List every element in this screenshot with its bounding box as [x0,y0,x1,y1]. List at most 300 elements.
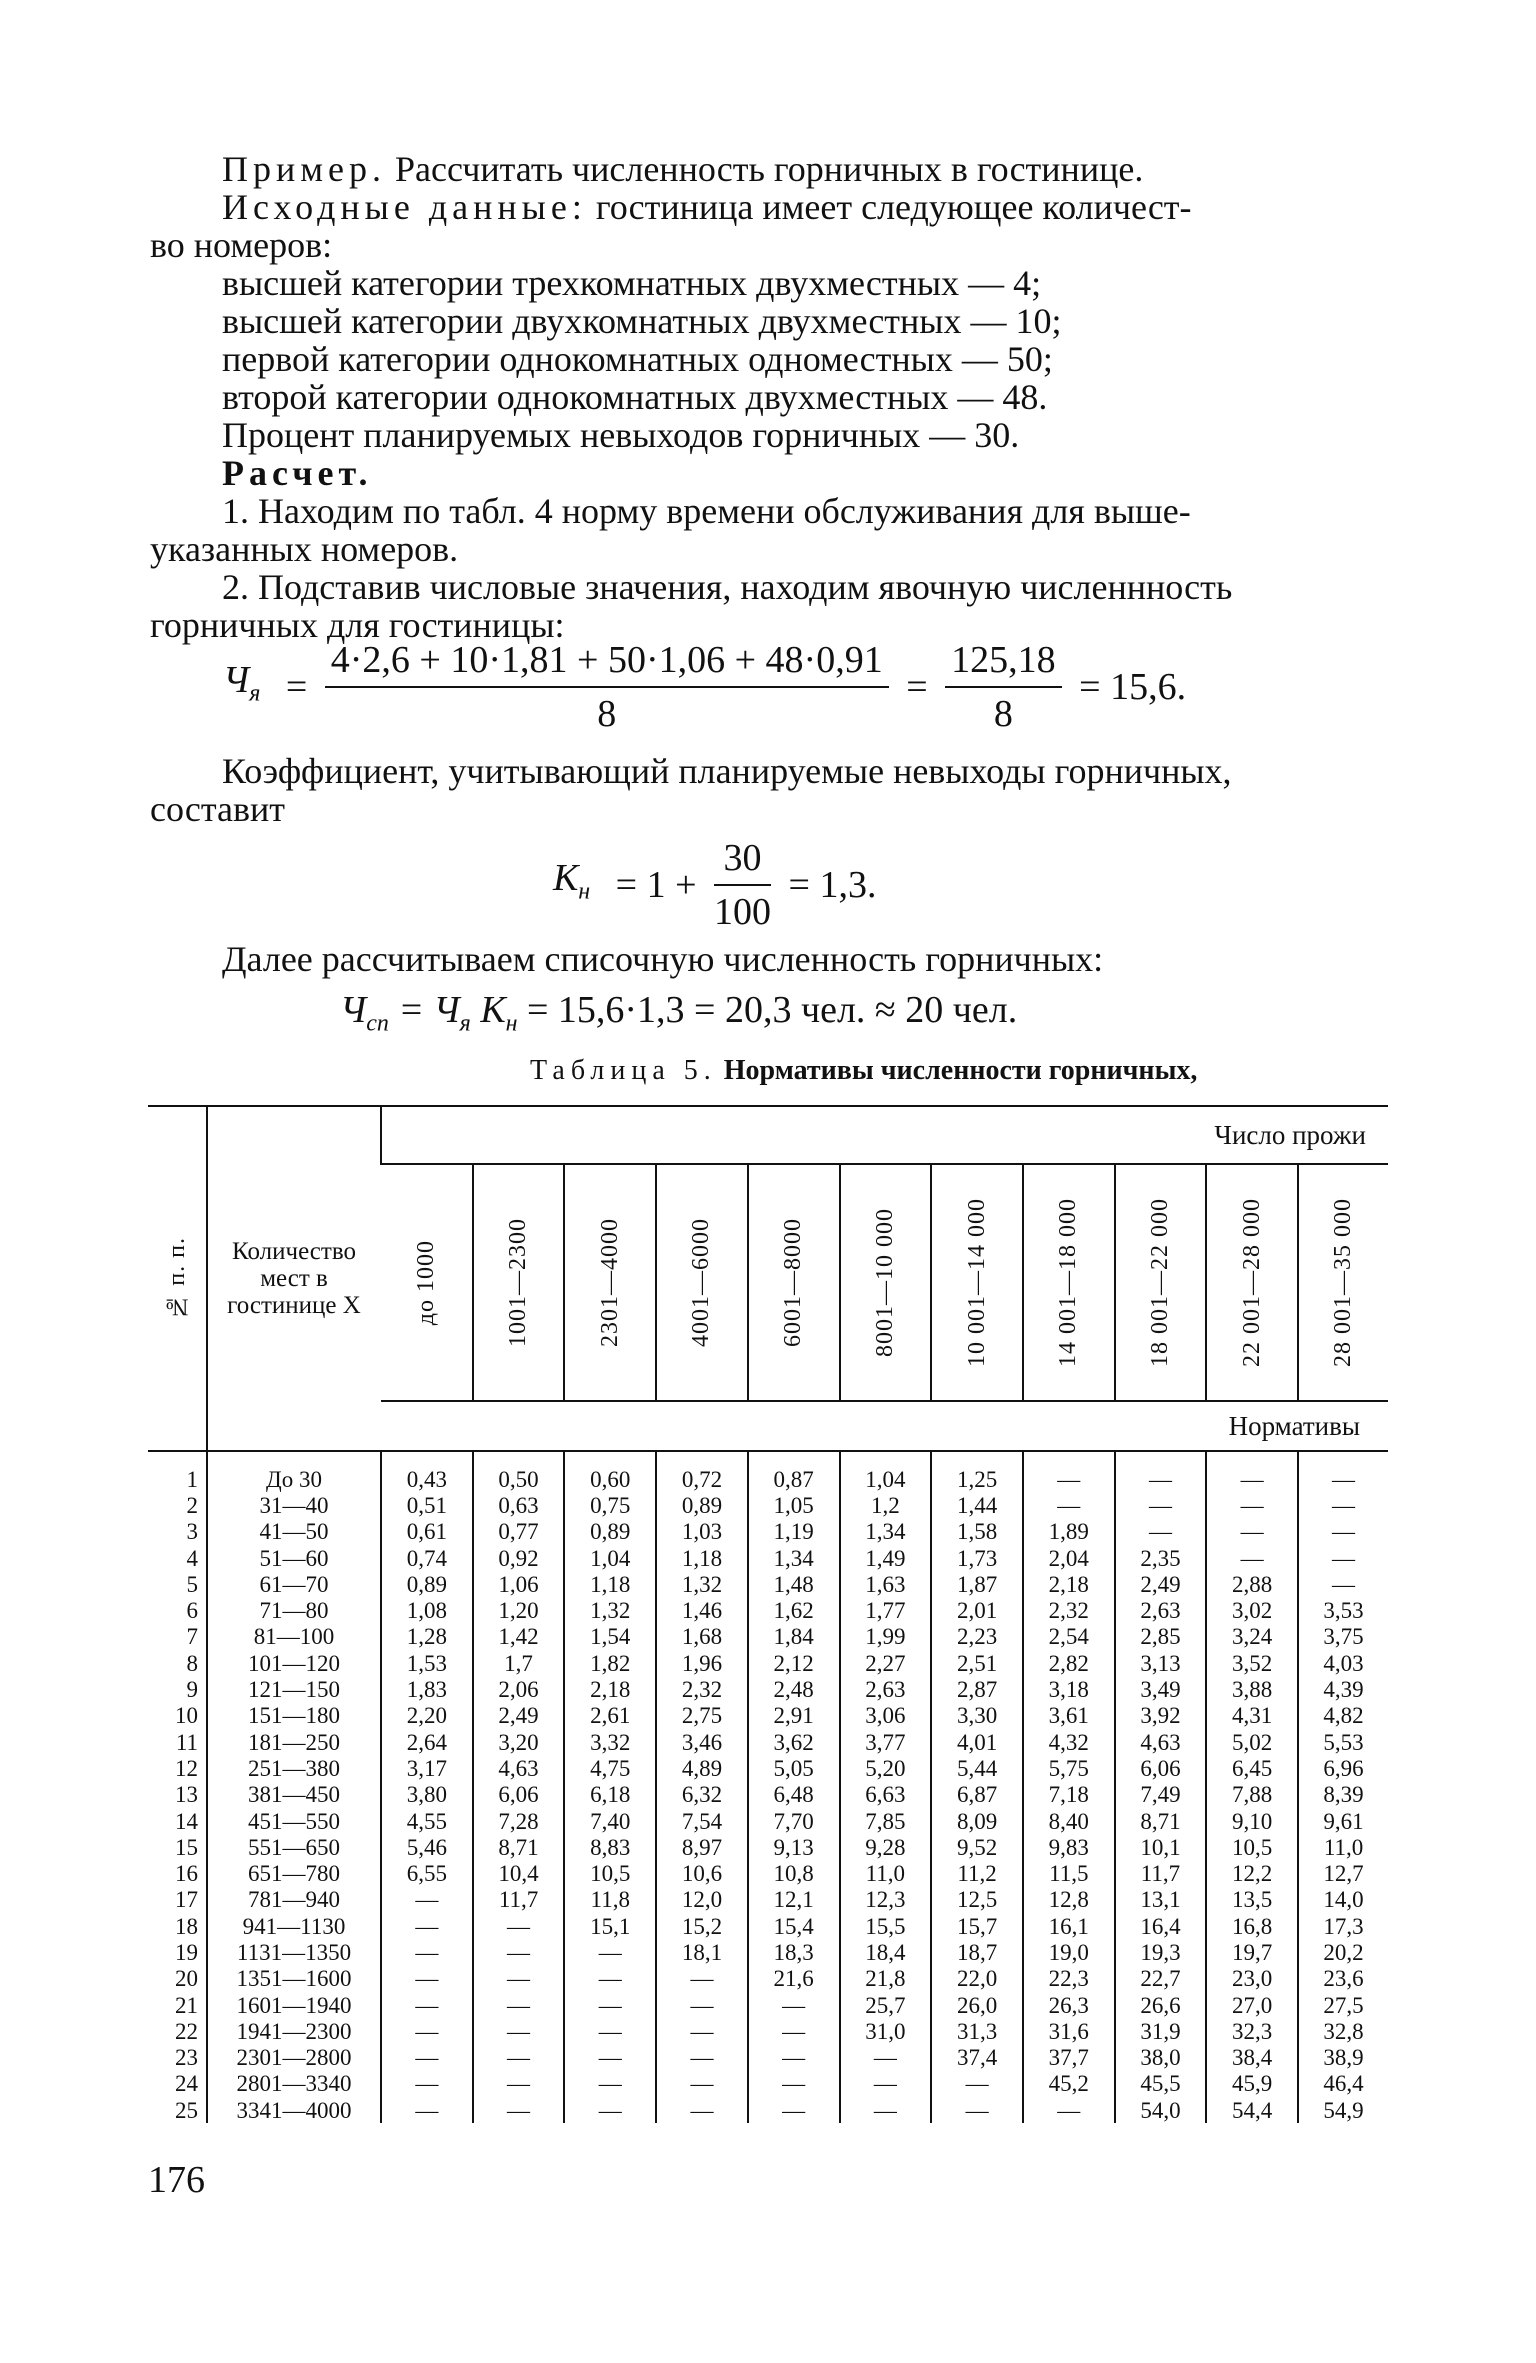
norm-value-cell: 6,06 [473,1782,565,1808]
table-caption [530,1054,1197,1088]
norm-value-cell: 46,4 [1298,2071,1388,2097]
norm-value-cell: 27,0 [1206,1992,1298,2018]
table-row [148,1782,1388,1808]
header-band-top: Число прожи [381,1106,1388,1164]
norm-value-cell: 2,87 [931,1676,1023,1702]
norm-value-cell: — [1115,1451,1207,1492]
norm-value-cell: 1,87 [931,1571,1023,1597]
formula1-result: = 15,6. [1079,666,1187,708]
norm-value-cell: — [931,2071,1023,2097]
norm-value-cell: 3,75 [1298,1624,1388,1650]
coefficient-line2: составит [150,789,285,829]
norm-value-cell: 0,72 [656,1451,748,1492]
norm-value-cell: — [564,2018,656,2044]
norm-value-cell: 31,0 [840,2018,932,2044]
norm-value-cell: 7,18 [1023,1782,1115,1808]
norm-value-cell: 1,06 [473,1571,565,1597]
quantity-cell: 101—120 [207,1650,381,1676]
norm-value-cell: 8,39 [1298,1782,1388,1808]
norm-value-cell: 2,85 [1115,1624,1207,1650]
norm-value-cell: 2,48 [748,1676,840,1702]
norm-value-cell: — [473,2097,565,2123]
norm-value-cell: 8,71 [1115,1808,1207,1834]
norm-value-cell: 18,4 [840,1939,932,1965]
norm-value-cell: — [1298,1451,1388,1492]
norm-value-cell: 22,7 [1115,1966,1207,1992]
norm-value-cell: 0,77 [473,1519,565,1545]
norm-value-cell: — [564,1966,656,1992]
norm-value-cell: 21,8 [840,1966,932,1992]
header-band-bottom: Нормативы [381,1401,1388,1451]
norm-value-cell: 3,77 [840,1729,932,1755]
norm-value-cell: 1,32 [564,1597,656,1623]
norm-value-cell: 23,0 [1206,1966,1298,1992]
norm-value-cell: 2,06 [473,1676,565,1702]
norm-value-cell: 10,1 [1115,1834,1207,1860]
norm-value-cell: 8,83 [564,1834,656,1860]
formula1-equals-2: = [906,666,928,708]
row-number-cell: 5 [186,1571,198,1597]
norm-value-cell: 17,3 [1298,1913,1388,1939]
norm-value-cell: 3,30 [931,1703,1023,1729]
norm-value-cell: 10,8 [748,1860,840,1886]
norm-value-cell: 32,3 [1206,2018,1298,2044]
norm-value-cell: — [1206,1519,1298,1545]
norm-value-cell: 2,18 [1023,1571,1115,1597]
quantity-cell: 41—50 [207,1519,381,1545]
step2-line1: 2. Подставив числовые значения, находим явочную численнность [222,567,1233,607]
norm-value-cell: 2,32 [1023,1597,1115,1623]
norm-value-cell: 12,5 [931,1887,1023,1913]
norm-value-cell: 2,27 [840,1650,932,1676]
row-number-cell: 6 [186,1598,198,1624]
norm-value-cell: 1,89 [1023,1519,1115,1545]
norm-value-cell: — [748,2071,840,2097]
norm-value-cell: 6,45 [1206,1755,1298,1781]
table-row [148,1913,1388,1939]
quantity-cell: 1941—2300 [207,2018,381,2044]
norm-value-cell: 0,63 [473,1492,565,1518]
formula2-lhs: $К_н$ [553,857,591,905]
table-caption-text: Нормативы численности горничных, [716,1055,1198,1086]
table-row [148,1939,1388,1965]
norm-value-cell: 11,8 [564,1887,656,1913]
norm-value-cell: — [656,2018,748,2044]
col-header-rowno: № п. п. [163,1237,190,1320]
quantity-cell: 61—70 [207,1571,381,1597]
norm-value-cell: 2,04 [1023,1545,1115,1571]
norm-value-cell: 26,6 [1115,1992,1207,2018]
norm-value-cell: 12,3 [840,1887,932,1913]
formula1-equals: = [285,666,308,708]
norm-value-cell: 3,53 [1298,1597,1388,1623]
norm-value-cell: 10,5 [1206,1834,1298,1860]
norm-value-cell: — [564,2045,656,2071]
norm-value-cell: 16,4 [1115,1913,1207,1939]
norm-value-cell: 12,1 [748,1887,840,1913]
norm-value-cell: 1,84 [748,1624,840,1650]
table-row [148,1492,1388,1518]
norm-value-cell: 1,34 [748,1545,840,1571]
norm-value-cell: — [473,2071,565,2097]
quantity-cell: 51—60 [207,1545,381,1571]
norm-value-cell: 32,8 [1298,2018,1388,2044]
norm-value-cell: 1,7 [473,1650,565,1676]
page-number: 176 [148,2159,205,2201]
norm-value-cell: 1,82 [564,1650,656,1676]
row-number-cell: 4 [186,1545,198,1571]
table-row [148,2045,1388,2071]
norm-value-cell: 4,31 [1206,1703,1298,1729]
norm-value-cell: 1,05 [748,1492,840,1518]
quantity-cell: 1351—1600 [207,1966,381,1992]
room-item-3: первой категории однокомнатных одноместных — 50; [222,339,1053,379]
range-header-7: 10 001—14 000 [931,1164,1023,1401]
quantity-cell: 2301—2800 [207,2045,381,2071]
norm-value-cell: — [748,1992,840,2018]
norm-value-cell: 1,25 [931,1451,1023,1492]
quantity-cell: 781—940 [207,1887,381,1913]
norm-value-cell: 7,85 [840,1808,932,1834]
range-header-6: 8001—10 000 [840,1164,932,1401]
norm-value-cell: 1,32 [656,1571,748,1597]
row-number-cell: 11 [175,1729,198,1755]
norm-value-cell: 0,89 [564,1519,656,1545]
norm-value-cell: 38,0 [1115,2045,1207,2071]
norms-table-body [148,1451,1388,2123]
norm-value-cell: — [473,2018,565,2044]
norm-value-cell: — [381,1966,473,1992]
quantity-cell: До 30 [207,1451,381,1492]
norm-value-cell: 6,18 [564,1782,656,1808]
norm-value-cell: 1,04 [564,1545,656,1571]
norm-value-cell: 6,87 [931,1782,1023,1808]
norm-value-cell: 2,32 [656,1676,748,1702]
norm-value-cell: — [931,2097,1023,2123]
norm-value-cell: — [473,1992,565,2018]
table-row [148,1545,1388,1571]
norm-value-cell: 6,55 [381,1860,473,1886]
norm-value-cell: 10,5 [564,1860,656,1886]
norm-value-cell: 54,4 [1206,2097,1298,2123]
table-row [148,2097,1388,2123]
table-row [148,1676,1388,1702]
norm-value-cell: 26,3 [1023,1992,1115,2018]
norm-value-cell: 1,34 [840,1519,932,1545]
norm-value-cell: 1,83 [381,1676,473,1702]
norm-value-cell: 1,28 [381,1624,473,1650]
norm-value-cell: 11,0 [840,1860,932,1886]
quantity-cell: 121—150 [207,1676,381,1702]
table-row [148,1571,1388,1597]
row-number-cell: 24 [175,2071,198,2097]
norm-value-cell: 0,74 [381,1545,473,1571]
quantity-cell: 1601—1940 [207,1992,381,2018]
norm-value-cell: 7,40 [564,1808,656,1834]
range-header-3: 2301—4000 [564,1164,656,1401]
norm-value-cell: — [1023,1451,1115,1492]
range-header-2: 1001—2300 [473,1164,565,1401]
norm-value-cell: 3,06 [840,1703,932,1729]
norm-value-cell: 0,92 [473,1545,565,1571]
norm-value-cell: 12,0 [656,1887,748,1913]
norm-value-cell: 12,8 [1023,1887,1115,1913]
formula2-result: = 1,3. [788,864,877,906]
norm-value-cell: 3,61 [1023,1703,1115,1729]
table-row [148,1703,1388,1729]
norm-value-cell: 11,7 [1115,1860,1207,1886]
table-row [148,1597,1388,1623]
table-row [148,1755,1388,1781]
range-header-4: 4001—6000 [656,1164,748,1401]
row-number-cell: 13 [175,1782,198,1808]
norm-value-cell: 13,5 [1206,1887,1298,1913]
norm-value-cell: — [840,2071,932,2097]
norm-value-cell: 6,96 [1298,1755,1388,1781]
range-header-1: до 1000 [381,1164,473,1401]
formula1-fraction: $\frac{4\cdot 2,6 + 10\cdot 1,81 + 50\cdot 1,06 + 48\cdot 0,91}{8}$ [325,640,889,734]
norm-value-cell: — [381,2018,473,2044]
room-item-1: высшей категории трехкомнатных двухместных — 4; [222,263,1042,303]
norm-value-cell: — [381,1887,473,1913]
norm-value-cell: 15,2 [656,1913,748,1939]
quantity-cell: 31—40 [207,1492,381,1518]
norm-value-cell: 2,61 [564,1703,656,1729]
norm-value-cell: 4,32 [1023,1729,1115,1755]
norm-value-cell: 38,9 [1298,2045,1388,2071]
row-number-cell: 25 [175,2097,198,2123]
norm-value-cell: 1,03 [656,1519,748,1545]
norm-value-cell: 6,06 [1115,1755,1207,1781]
range-header-11: 28 001—35 000 [1298,1164,1388,1401]
norm-value-cell: 9,10 [1206,1808,1298,1834]
step1-line1: 1. Находим по табл. 4 норму времени обслуживания для выше- [222,491,1191,531]
norm-value-cell: 9,83 [1023,1834,1115,1860]
row-number-cell: 3 [186,1519,198,1545]
table-row [148,1624,1388,1650]
norm-value-cell: 1,68 [656,1624,748,1650]
row-number-cell: 9 [186,1677,198,1703]
quantity-cell: 381—450 [207,1782,381,1808]
norm-value-cell: 3,49 [1115,1676,1207,1702]
range-header-9: 18 001—22 000 [1115,1164,1207,1401]
quantity-cell: 451—550 [207,1808,381,1834]
norm-value-cell: 2,51 [931,1650,1023,1676]
norm-value-cell: 2,63 [840,1676,932,1702]
norm-value-cell: 1,63 [840,1571,932,1597]
input-continuation: во номеров: [150,225,333,265]
formula2-fraction: $\frac{30}{100}$ [714,837,772,933]
norm-value-cell: 3,32 [564,1729,656,1755]
norm-value-cell: 4,03 [1298,1650,1388,1676]
norm-value-cell: 1,08 [381,1597,473,1623]
norm-value-cell: — [564,2071,656,2097]
table-row [148,2071,1388,2097]
norm-value-cell: 31,3 [931,2018,1023,2044]
row-number-cell: 21 [175,1992,198,2018]
table-row [148,1992,1388,2018]
norm-value-cell: 0,61 [381,1519,473,1545]
norm-value-cell: 25,7 [840,1992,932,2018]
norm-value-cell: 8,09 [931,1808,1023,1834]
norm-value-cell: 8,40 [1023,1808,1115,1834]
norm-value-cell: — [840,2097,932,2123]
norm-value-cell: 0,50 [473,1451,565,1492]
col-header-quantity: Количество мест в гостинице X [207,1106,381,1451]
norm-value-cell: 26,0 [931,1992,1023,2018]
quantity-cell: 151—180 [207,1703,381,1729]
norm-value-cell: 3,24 [1206,1624,1298,1650]
norm-value-cell: — [564,1939,656,1965]
norm-value-cell: — [473,1966,565,1992]
norm-value-cell: 5,46 [381,1834,473,1860]
norm-value-cell: 2,88 [1206,1571,1298,1597]
room-item-2: высшей категории двухкомнатных двухместных — 10; [222,301,1062,341]
norm-value-cell: 0,51 [381,1492,473,1518]
norm-value-cell: 31,6 [1023,2018,1115,2044]
further-paragraph: Далее рассчитываем списочную численность горничных: [222,939,1104,979]
range-header-5: 6001—8000 [748,1164,840,1401]
norm-value-cell: 2,49 [473,1703,565,1729]
table-row [148,1860,1388,1886]
norm-value-cell: 31,9 [1115,2018,1207,2044]
norm-value-cell: 16,1 [1023,1913,1115,1939]
table-row [148,1834,1388,1860]
norm-value-cell: 18,1 [656,1939,748,1965]
row-number-cell: 14 [175,1808,198,1834]
norm-value-cell: 12,7 [1298,1860,1388,1886]
formula1-lhs: $Ч_я$ [223,659,261,707]
norm-value-cell: 1,19 [748,1519,840,1545]
norm-value-cell: 16,8 [1206,1913,1298,1939]
norm-value-cell: 1,18 [564,1571,656,1597]
table-row [148,1650,1388,1676]
norm-value-cell: 2,54 [1023,1624,1115,1650]
norm-value-cell: — [381,2045,473,2071]
norm-value-cell: 4,63 [473,1755,565,1781]
norm-value-cell: 5,44 [931,1755,1023,1781]
norm-value-cell: 3,62 [748,1729,840,1755]
norm-value-cell: 37,7 [1023,2045,1115,2071]
range-header-8: 14 001—18 000 [1023,1164,1115,1401]
norm-value-cell: 1,58 [931,1519,1023,1545]
norm-value-cell: 45,5 [1115,2071,1207,2097]
calculation-heading: Расчет. [222,453,373,493]
table-row [148,2018,1388,2044]
row-number-cell: 7 [186,1624,198,1650]
row-number-cell: 2 [186,1492,198,1518]
norm-value-cell: — [381,2097,473,2123]
absence-percent: Процент планируемых невыходов горничных — 30. [222,415,1020,455]
norm-value-cell: 18,3 [748,1939,840,1965]
norm-value-cell: 2,63 [1115,1597,1207,1623]
norm-value-cell: — [473,1939,565,1965]
row-number-cell: 16 [175,1861,198,1887]
norm-value-cell: 1,42 [473,1624,565,1650]
norm-value-cell: 2,23 [931,1624,1023,1650]
norm-value-cell: — [656,1992,748,2018]
norm-value-cell: — [748,2018,840,2044]
norm-value-cell: 5,53 [1298,1729,1388,1755]
norm-value-cell: 0,87 [748,1451,840,1492]
norm-value-cell: 54,9 [1298,2097,1388,2123]
step1-line2: указанных номеров. [150,529,459,569]
row-number-cell: 23 [175,2045,198,2071]
norm-value-cell: — [1206,1451,1298,1492]
norm-value-cell: 3,17 [381,1755,473,1781]
norm-value-cell: 37,4 [931,2045,1023,2071]
example-paragraph [222,150,1462,188]
norms-table [148,1105,1388,2123]
quantity-cell: 251—380 [207,1755,381,1781]
norm-value-cell: 22,0 [931,1966,1023,1992]
norm-value-cell: 7,54 [656,1808,748,1834]
norm-value-cell: 5,20 [840,1755,932,1781]
norm-value-cell: — [1115,1492,1207,1518]
norm-value-cell: 7,49 [1115,1782,1207,1808]
quantity-cell: 181—250 [207,1729,381,1755]
norm-value-cell: 2,01 [931,1597,1023,1623]
row-number-cell: 15 [175,1834,198,1860]
norm-value-cell: 6,32 [656,1782,748,1808]
norm-value-cell: 4,89 [656,1755,748,1781]
norm-value-cell: 12,2 [1206,1860,1298,1886]
norm-value-cell: 27,5 [1298,1992,1388,2018]
norm-value-cell: — [1298,1571,1388,1597]
norm-value-cell: 18,7 [931,1939,1023,1965]
row-number-cell: 1 [186,1466,198,1492]
norm-value-cell: 9,28 [840,1834,932,1860]
norm-value-cell: 6,63 [840,1782,932,1808]
norm-value-cell: 0,89 [381,1571,473,1597]
norm-value-cell: — [748,2045,840,2071]
norm-value-cell: 3,13 [1115,1650,1207,1676]
norm-value-cell: — [564,1992,656,2018]
norm-value-cell: 11,0 [1298,1834,1388,1860]
norm-value-cell: 15,5 [840,1913,932,1939]
norm-value-cell: 9,13 [748,1834,840,1860]
norm-value-cell: 19,7 [1206,1939,1298,1965]
norm-value-cell: 2,12 [748,1650,840,1676]
norm-value-cell: 15,7 [931,1913,1023,1939]
norm-value-cell: 0,75 [564,1492,656,1518]
table-row [148,1519,1388,1545]
norm-value-cell: 1,73 [931,1545,1023,1571]
norm-value-cell: 4,01 [931,1729,1023,1755]
quantity-cell: 71—80 [207,1597,381,1623]
norm-value-cell: 7,70 [748,1808,840,1834]
norm-value-cell: 0,89 [656,1492,748,1518]
norm-value-cell: 11,5 [1023,1860,1115,1886]
norm-value-cell: 21,6 [748,1966,840,1992]
norm-value-cell: 54,0 [1115,2097,1207,2123]
row-number-cell: 18 [175,1913,198,1939]
norm-value-cell: 15,4 [748,1913,840,1939]
norm-value-cell: 1,2 [840,1492,932,1518]
quantity-cell: 2801—3340 [207,2071,381,2097]
norm-value-cell: 4,55 [381,1808,473,1834]
quantity-cell: 81—100 [207,1624,381,1650]
norm-value-cell: — [748,2097,840,2123]
norm-value-cell: 0,60 [564,1451,656,1492]
row-number-cell: 17 [175,1887,198,1913]
norm-value-cell: 13,1 [1115,1887,1207,1913]
input-paragraph [222,188,1462,226]
row-number-cell: 22 [175,2018,198,2044]
norm-value-cell: 2,82 [1023,1650,1115,1676]
table-row [148,1451,1388,1492]
norm-value-cell: 5,05 [748,1755,840,1781]
